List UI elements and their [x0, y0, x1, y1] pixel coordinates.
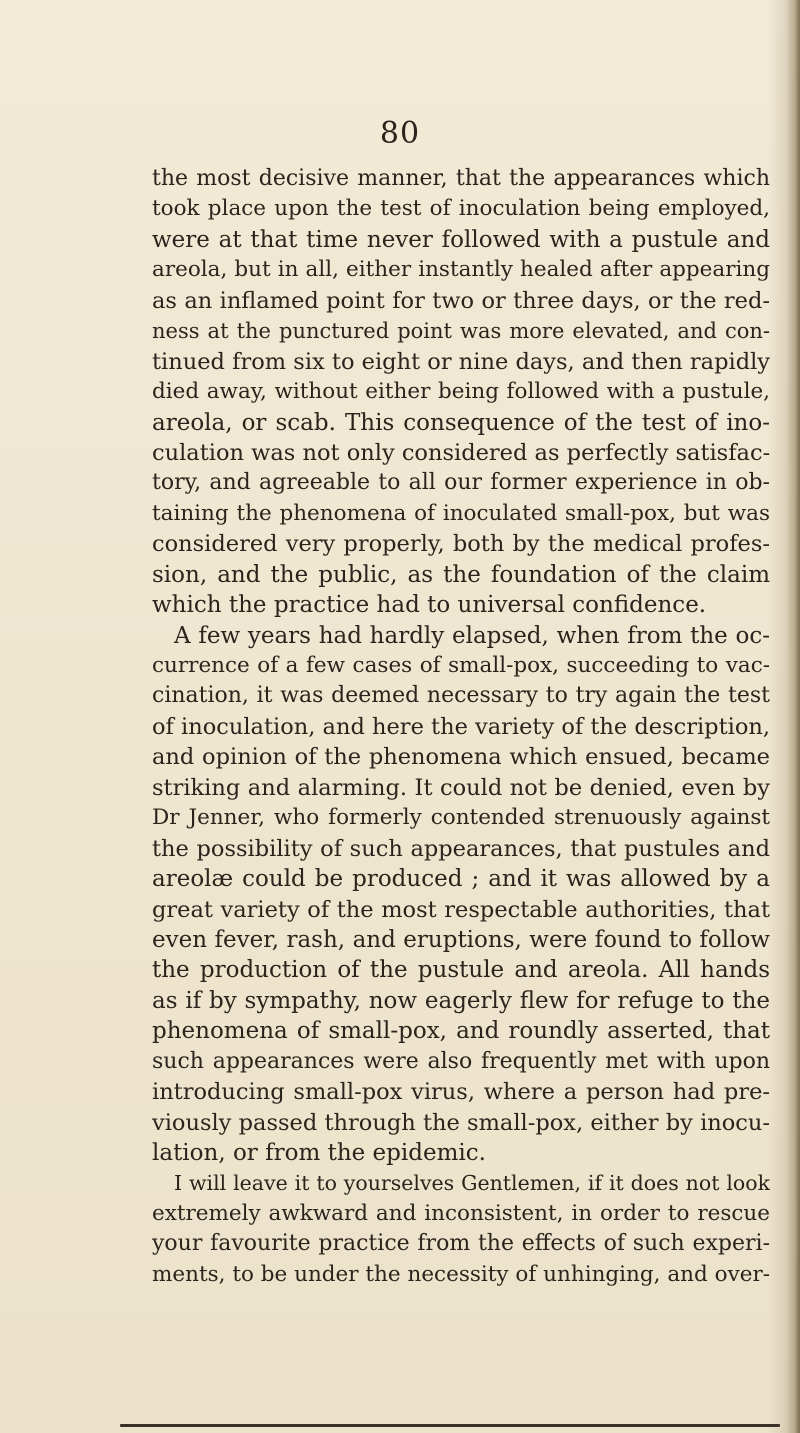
text-line: striking and alarming. It could not be denied, even by: [152, 774, 770, 801]
text-line: A few years had hardly elapsed, when from the oc-: [174, 622, 770, 649]
text-line: cination, it was deemed necessary to try again the test: [152, 683, 770, 709]
text-line: such appearances were also frequently met with upon: [152, 1048, 770, 1074]
text-line: sion, and the public, as the foundation of the claim: [152, 561, 770, 588]
bottom-rule: [120, 1424, 780, 1427]
text-line: tory, and agreeable to all our former experience in ob-: [152, 470, 770, 496]
text-line: areola, but in all, either instantly healed after appearing: [152, 257, 770, 283]
text-line: taining the phenomena of inoculated small-pox, but was: [152, 500, 770, 526]
text-line: currence of a few cases of small-pox, succeeding to vac-: [152, 653, 770, 678]
page-edge-shadow: [786, 0, 800, 1433]
text-line: tinued from six to eight or nine days, and then rapidly: [152, 348, 770, 375]
text-line: extremely awkward and inconsistent, in order to rescue: [152, 1200, 770, 1226]
text-line: great variety of the most respectable authorities, that: [152, 896, 770, 923]
text-line: which the practice had to universal confidence.: [152, 592, 707, 619]
text-line: the most decisive manner, that the appearances which: [152, 166, 770, 191]
text-line: were at that time never followed with a pustule and: [152, 226, 770, 253]
text-line: culation was not only considered as perfectly satisfac-: [152, 439, 770, 466]
text-line: Dr Jenner, who formerly contended strenuously against: [152, 805, 770, 831]
text-line: as an inflamed point for two or three days, or the red-: [152, 287, 770, 314]
text-line: ments, to be under the necessity of unhinging, and over-: [152, 1261, 770, 1287]
text-line: died away, without either being followed with a pustule,: [152, 379, 770, 405]
text-line: ness at the punctured point was more elevated, and con-: [152, 319, 770, 344]
text-line: the possibility of such appearances, that pustules and: [152, 835, 770, 862]
text-line: and opinion of the phenomena which ensued, became: [152, 744, 770, 771]
text-line: your favourite practice from the effects of such experi-: [152, 1231, 770, 1257]
text-line: viously passed through the small-pox, either by inocu-: [152, 1109, 770, 1136]
text-line: I will leave it to yourselves Gentlemen, if it does not look: [174, 1171, 770, 1196]
text-line: took place upon the test of inoculation being employed,: [152, 196, 770, 222]
text-line: considered very properly, both by the medical profes-: [152, 531, 770, 558]
text-line: as if by sympathy, now eagerly flew for refuge to the: [152, 987, 770, 1014]
text-line: of inoculation, and here the variety of the description,: [152, 713, 770, 740]
text-line: phenomena of small-pox, and roundly asserted, that: [152, 1018, 770, 1045]
text-line: lation, or from the epidemic.: [152, 1140, 486, 1166]
text-line: introducing small-pox virus, where a person had pre-: [152, 1079, 770, 1106]
text-line: areolæ could be produced ; and it was allowed by a: [152, 866, 770, 893]
page-number: 80: [379, 116, 421, 151]
body-text: [152, 164, 770, 1290]
text-line: the production of the pustule and areola. All hands: [152, 957, 770, 984]
text-line: even fever, rash, and eruptions, were found to follow: [152, 926, 770, 953]
text-line: areola, or scab. This consequence of the test of ino-: [152, 409, 770, 436]
